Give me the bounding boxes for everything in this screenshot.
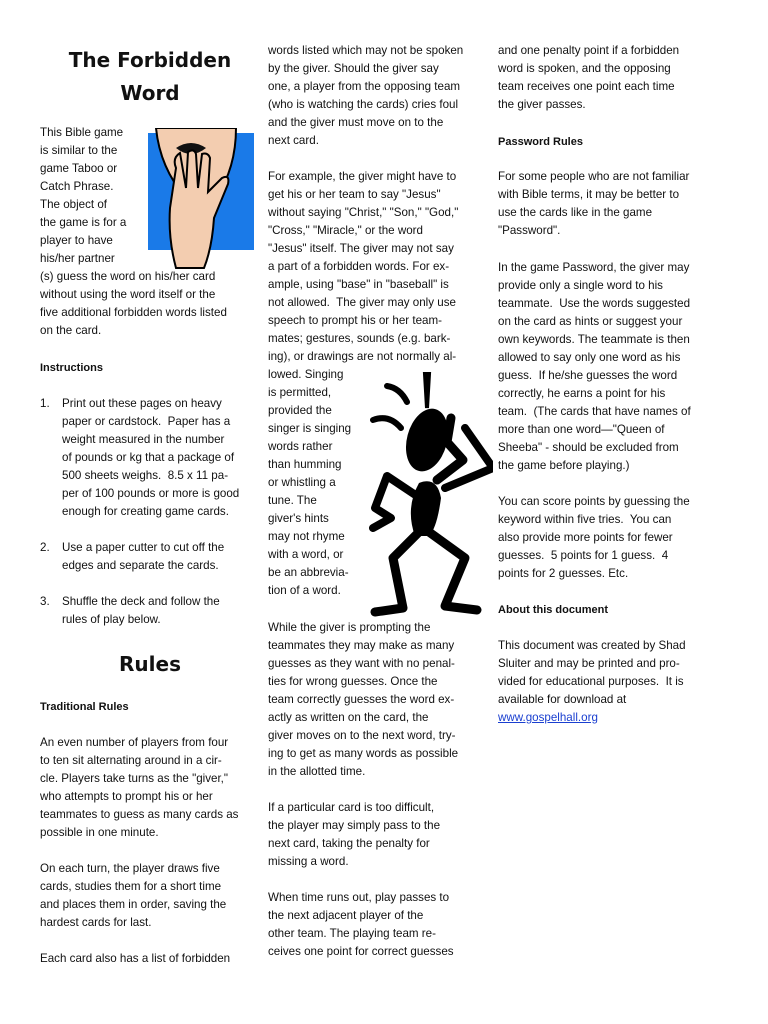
traditional-rules-heading: Traditional Rules — [40, 701, 129, 713]
column2-paragraph: When time runs out, play passes to the next adjacent player of the other team. The playing team re- ceives one point for correct guesses — [268, 891, 454, 958]
instructions-heading: Instructions — [40, 362, 103, 374]
intro-wrapped-text: This Bible game is similar to the game Taboo or Catch Phrase. The object of the game is for a player to have his/her partner — [40, 126, 127, 265]
confused-stick-figure-image — [365, 368, 493, 618]
column2-wrapped-paragraph: lowed. Singing is permitted, provided the singer is singing words rather than humming or whistling a tune. The giver's hints may not rhyme with a word, or be an abbrevia- tion of a word. — [268, 368, 352, 597]
gospelhall-link[interactable]: www.gospelhall.org — [498, 711, 598, 724]
column2-paragraph: For example, the giver might have to get his or her team to say "Jesus" without saying "Christ," "Son," "God," "Cross," "Miracle," or the word "Jesus" itself. The giver may not say a part of a forbidden words. For ex- ample, using "base" in "baseball" is not allowed. The giver may only use speech to prompt his or her team- mates; gestures, sounds (e.g. bark- ing), or drawings are not normally al- — [268, 170, 459, 363]
hand-over-mouth-image — [146, 128, 264, 270]
intro-text: (s) guess the word on his/her card without using the word itself or the five additional forbidden words listed on the card. — [40, 270, 227, 337]
column2-paragraph: words listed which may not be spoken by the giver. Should the giver say one, a player from the opposing team (who is watching the cards) cries foul and the giver must move on to the next card. — [268, 44, 464, 147]
rules-heading: Rules — [119, 652, 181, 676]
column3-paragraph: You can score points by guessing the keyword within five tries. You can also provide more points for fewer guesses. 5 points for 1 guess. 4 points for 2 guesses. Etc. — [498, 495, 690, 580]
traditional-paragraph: On each turn, the player draws five cards, studies them for a short time and places them in order, saving the hardest cards for last. — [40, 862, 227, 929]
instruction-item: Use a paper cutter to cut off the edges and separate the cards. — [62, 541, 225, 572]
about-heading: About this document — [498, 604, 608, 616]
column3-paragraph: For some people who are not familiar with Bible terms, it may be better to use the cards like in the game "Password". — [498, 170, 690, 237]
column2-paragraph: While the giver is prompting the teammates they may make as many guesses as they want with no penal- ties for wrong guesses. Once the team correctly guesses the word ex- actly as written on the card, the giver moves on to the next word, try- ing to get as many words as possible in the allotted time. — [268, 621, 459, 778]
instruction-item: Print out these pages on heavy paper or cardstock. Paper has a weight measured in the number of pounds or kg that a package of 500 sheets weighs. 8.5 x 11 pa- per of 100 pounds or more is good enough for creating game cards. — [62, 397, 240, 518]
instruction-item: Shuffle the deck and follow the rules of play below. — [62, 595, 220, 626]
column2-paragraph: If a particular card is too difficult, the player may simply pass to the next card, taking the penalty for missing a word. — [268, 801, 441, 868]
document-title: The Forbidden Word — [68, 48, 232, 105]
traditional-paragraph: Each card also has a list of forbidden — [40, 952, 231, 965]
column3-paragraph: and one penalty point if a forbidden word is spoken, and the opposing team receives one point each time the giver passes. — [498, 44, 680, 111]
column3-paragraph: This document was created by Shad Sluiter and may be printed and pro- vided for educational purposes. It is available for download at — [498, 639, 686, 706]
instruction-number: 2. — [40, 541, 50, 554]
column3-paragraph: In the game Password, the giver may provide only a single word to his teammate. Use the words suggested on the card as hints or suggest your own keywords. The teammate is then allowed to say only one word as his guess. If he/she guesses the word correctly, he earns a point for his team. (The cards that have names of more than one word—"Queen of Sheeba" - should be excluded from the game before playing.) — [498, 261, 691, 472]
traditional-paragraph: An even number of players from four to ten sit alternating around in a cir- cle. Players take turns as the "giver," who attempts to prompt his or her teammates to guess as many cards as possible in one minute. — [40, 736, 239, 839]
instruction-number: 1. — [40, 397, 50, 410]
instruction-number: 3. — [40, 595, 50, 608]
password-rules-heading: Password Rules — [498, 136, 583, 148]
